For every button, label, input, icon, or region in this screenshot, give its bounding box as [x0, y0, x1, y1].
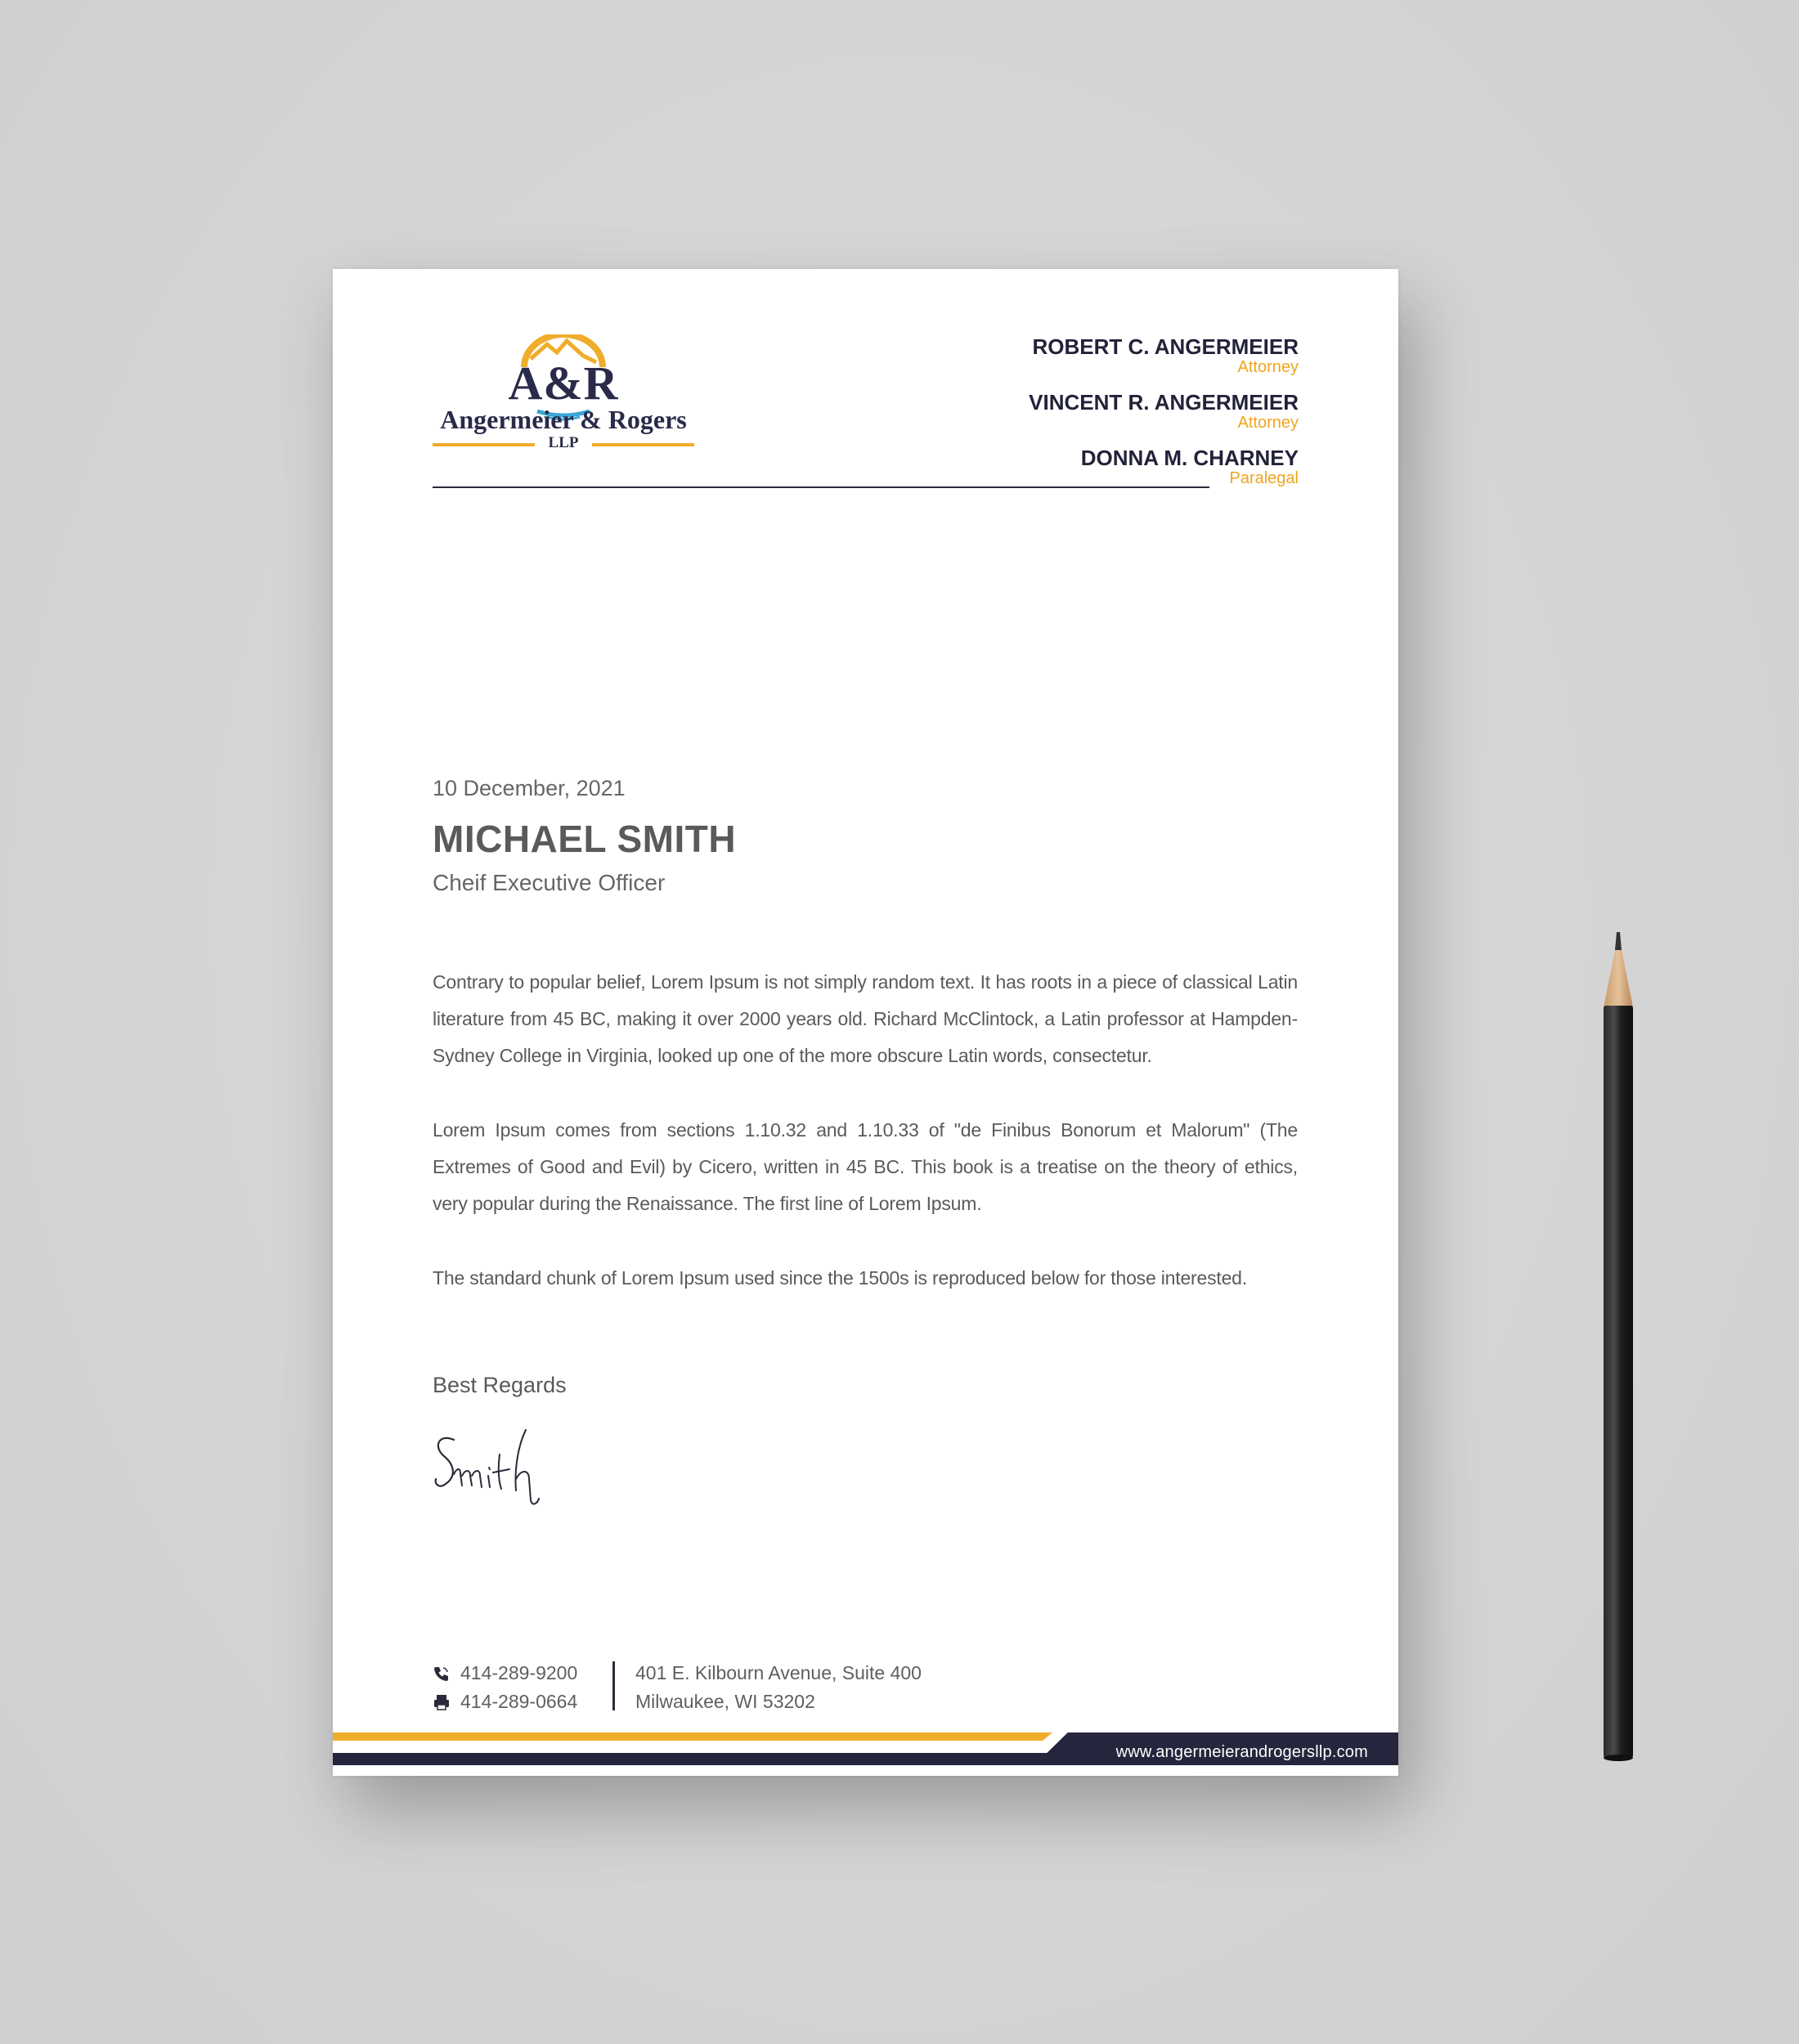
footer-gold-stripe — [333, 1732, 1052, 1741]
letter-date: 10 December, 2021 — [433, 776, 626, 800]
contact-address — [635, 1659, 922, 1716]
staff-member — [1029, 334, 1299, 375]
staff-name: ROBERT C. ANGERMEIER — [1032, 334, 1299, 359]
contact-divider — [612, 1661, 615, 1710]
letter-closing: Best Regards — [433, 1373, 567, 1397]
body-paragraph: Contrary to popular belief, Lorem Ipsum is not simply random text. It has roots in a piece of classical Latin literature from 45 BC, making it over 2000 years old. Richard McClintock, a Latin professor at Hampden-Sydney College in Virginia, looked up one of the more obscure Latin words, consectetur. — [433, 971, 1298, 1066]
recipient-name: MICHAEL SMITH — [433, 818, 737, 860]
body-paragraph: The standard chunk of Lorem Ipsum used since the 1500s is reproduced below for those interested. — [433, 1267, 1247, 1289]
fax-row — [433, 1688, 577, 1716]
letter-body — [433, 964, 1298, 1334]
address-line: 401 E. Kilbourn Avenue, Suite 400 — [635, 1662, 922, 1683]
signature-image — [429, 1422, 560, 1512]
address-line: Milwaukee, WI 53202 — [635, 1691, 815, 1712]
logo-rule-right — [592, 443, 694, 446]
fax-icon — [433, 1693, 451, 1711]
staff-role: Attorney — [1237, 414, 1299, 432]
staff-role: Attorney — [1237, 358, 1299, 376]
fax-number: 414-289-0664 — [460, 1691, 578, 1712]
pencil-image — [1599, 932, 1640, 1766]
website-link[interactable]: www.angermeierandrogersllp.com — [1115, 1743, 1368, 1761]
header-divider — [433, 486, 1209, 488]
recipient-title: Cheif Executive Officer — [433, 870, 666, 895]
staff-list — [1029, 334, 1299, 501]
contact-phones — [433, 1659, 577, 1716]
body-paragraph: Lorem Ipsum comes from sections 1.10.32 and 1.10.33 of "de Finibus Bonorum et Malorum" (The Extremes of Good and Evil) by Cicero, written in 45 BC. This book is a treatise on the theory of ethics, very popular during the Renaissance. The first line of Lorem Ipsum. — [433, 1119, 1298, 1214]
phone-number: 414-289-9200 — [460, 1662, 578, 1683]
phone-icon — [433, 1665, 451, 1683]
letterhead-page — [333, 269, 1398, 1776]
staff-role: Paralegal — [1229, 469, 1299, 487]
logo-firm-name: Angermeier & Rogers — [440, 405, 687, 434]
logo-monogram: A&R — [508, 356, 619, 410]
staff-member — [1029, 390, 1299, 431]
logo-firm-suffix: LLP — [548, 434, 579, 451]
staff-name: VINCENT R. ANGERMEIER — [1029, 390, 1299, 415]
staff-member — [1029, 446, 1299, 486]
phone-row — [433, 1659, 577, 1688]
staff-name: DONNA M. CHARNEY — [1080, 446, 1299, 470]
firm-logo — [433, 334, 694, 451]
